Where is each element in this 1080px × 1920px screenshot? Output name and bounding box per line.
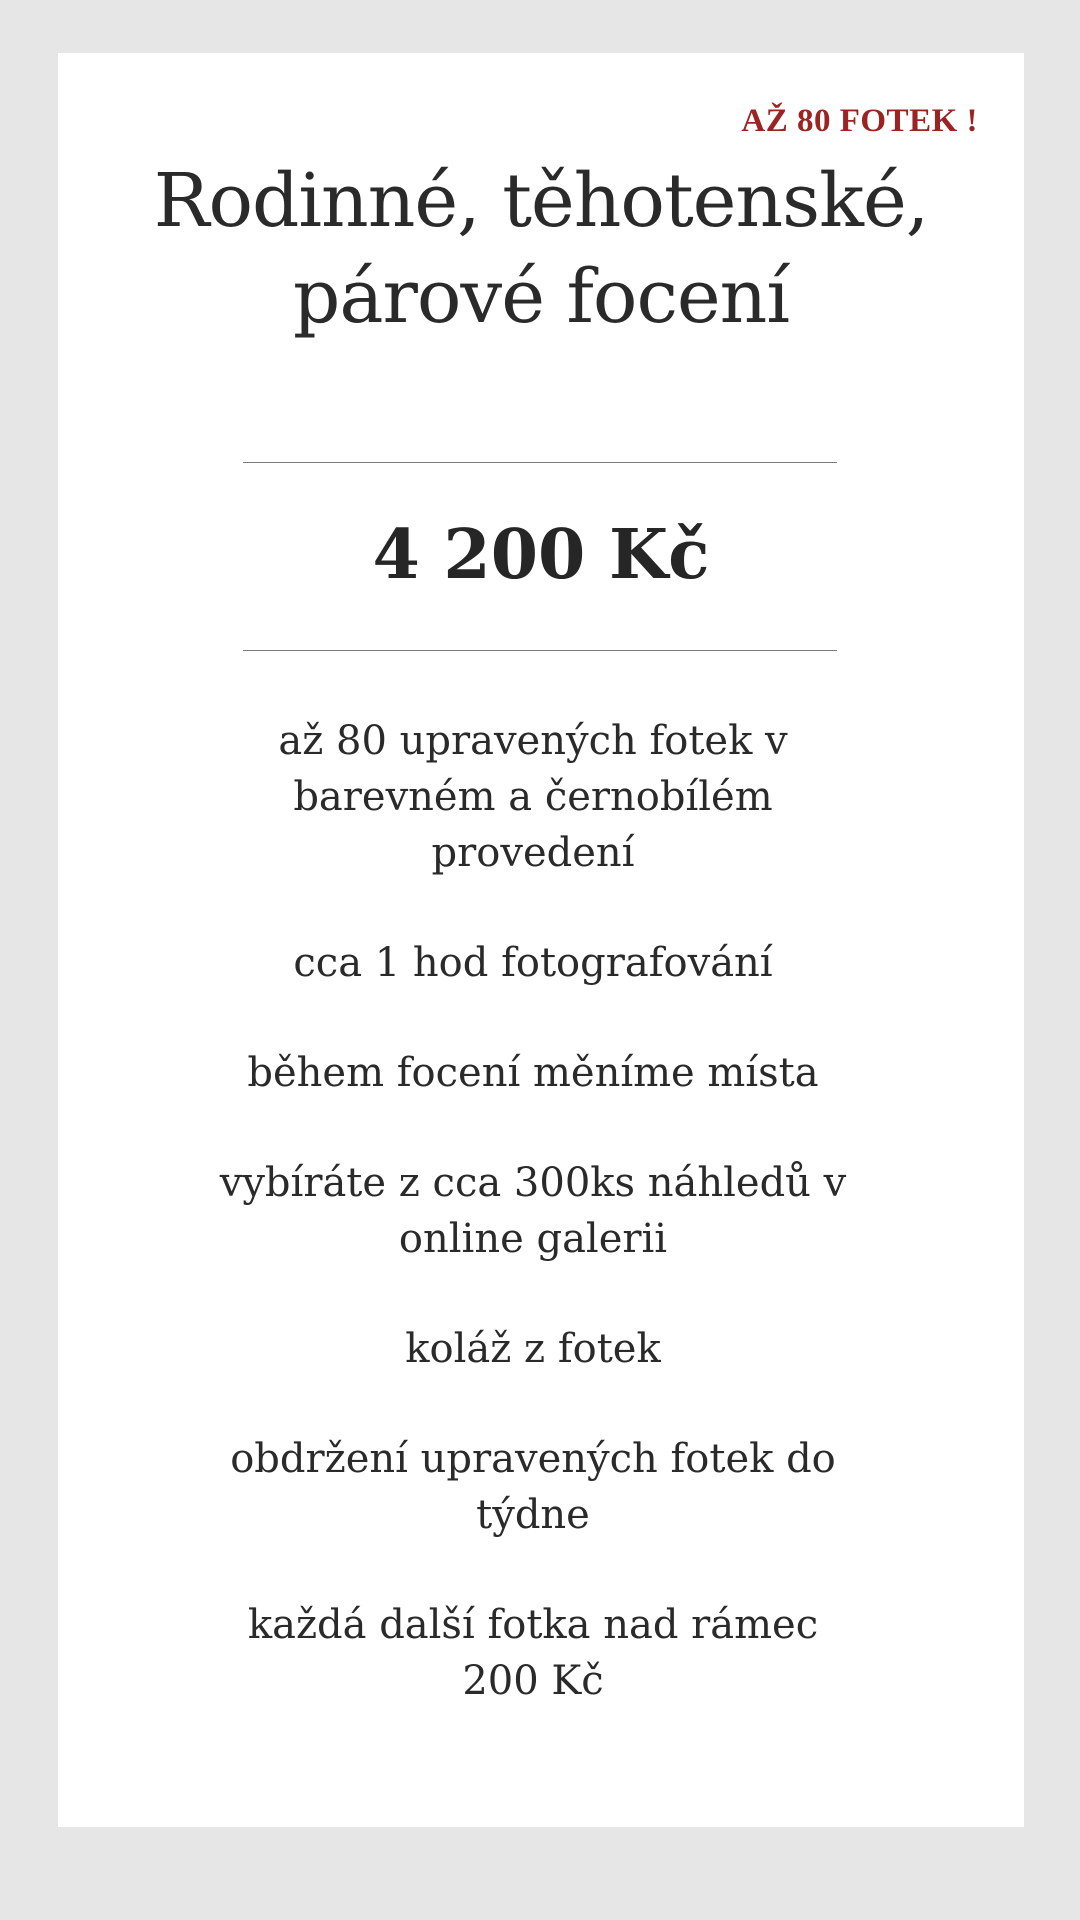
feature-item: obdržení upravených fotek do týdne (230, 1436, 836, 1538)
feature-item: vybíráte z cca 300ks náhledů v online galerii (219, 1160, 847, 1262)
pricing-card (58, 53, 1024, 1827)
feature-item: každá další fotka nad rámec 200 Kč (247, 1602, 819, 1704)
divider-bottom (243, 650, 837, 651)
feature-list (208, 713, 858, 1763)
package-price: 4 200 Kč (372, 515, 710, 595)
package-title: Rodinné, těhotenské, párové focení (153, 158, 929, 340)
photo-count-badge: AŽ 80 FOTEK ! (741, 103, 978, 139)
feature-item: během focení měníme místa (247, 1050, 819, 1096)
feature-item: koláž z fotek (405, 1326, 661, 1372)
feature-item: až 80 upravených fotek v barevném a černobílém provedení (278, 718, 788, 876)
divider-top (243, 462, 837, 463)
feature-item: cca 1 hod fotografování (293, 940, 773, 986)
